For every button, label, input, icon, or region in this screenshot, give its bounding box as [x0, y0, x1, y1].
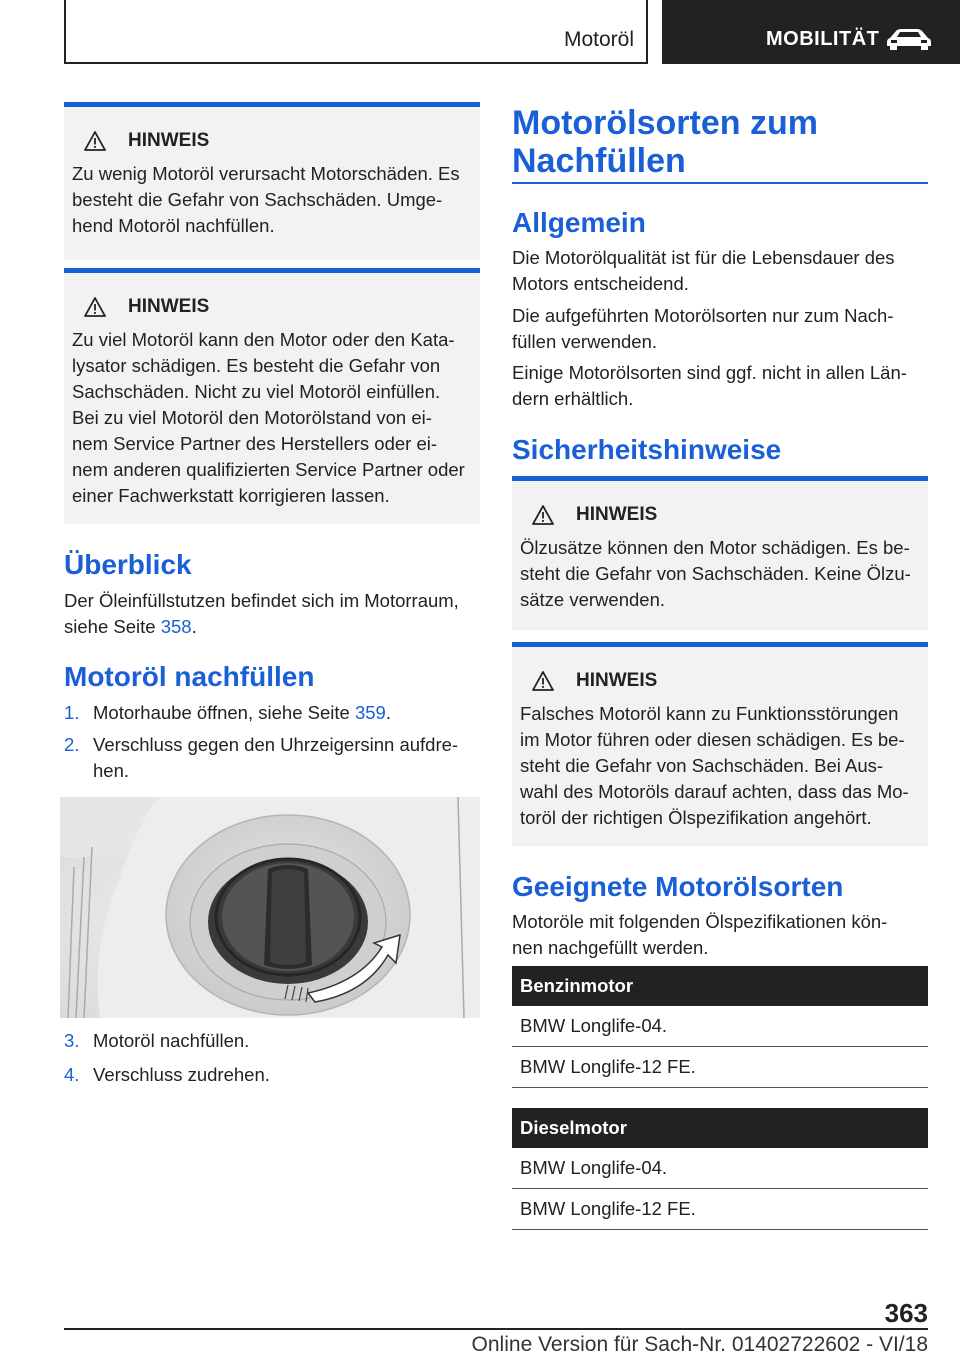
car-icon — [886, 28, 932, 50]
table-header: Dieselmotor — [512, 1108, 928, 1148]
warning-icon — [84, 131, 106, 151]
notice-title: HINWEIS — [576, 504, 658, 525]
step-text: Motoröl nachfüllen. — [93, 1030, 250, 1051]
footer-version-text: Online Version für Sach-Nr. 01402722602 - VI/18 — [471, 1333, 928, 1356]
notice-body: Ölzusätze können den Motor schädigen. Es be- steht die Gefahr von Sachschäden. Keine Ölzu- sätze verwenden. — [520, 537, 911, 610]
warning-icon — [532, 671, 554, 691]
notice-additives — [512, 476, 928, 630]
footer-rule — [64, 1328, 928, 1330]
page-number: 363 — [884, 1298, 928, 1328]
general-paragraph-3: Einige Motorölsorten sind ggf. nicht in allen Län- dern erhältlich. — [512, 362, 907, 409]
warning-icon — [532, 505, 554, 525]
section-title: Motoröl — [563, 28, 634, 51]
notice-title: HINWEIS — [128, 130, 210, 151]
chapter-title: MOBILITÄT — [766, 28, 880, 50]
step-number: 1. — [64, 702, 80, 723]
heading-overview: Überblick — [64, 549, 192, 580]
notice-title: HINWEIS — [128, 296, 210, 317]
table-row: BMW Longlife-04. — [512, 1148, 928, 1189]
step-text: Verschluss gegen den Uhrzeigersinn aufdre- hen. — [93, 734, 459, 781]
table-row: BMW Longlife-12 FE. — [512, 1047, 928, 1088]
table-row: BMW Longlife-04. — [512, 1006, 928, 1047]
warning-icon — [84, 297, 106, 317]
general-paragraph-1: Die Motorölqualität ist für die Lebensdauer des Motors entscheidend. — [512, 247, 895, 294]
header-chapter-tab — [662, 0, 960, 64]
overview-text: Der Öleinfüllstutzen befindet sich im Motorraum, siehe Seite 358. — [64, 590, 459, 637]
table-diesel-engine — [512, 1108, 928, 1230]
heading-suitable-oils: Geeignete Motorölsorten — [512, 871, 844, 902]
notice-too-much-oil — [64, 268, 480, 524]
title-rule — [512, 182, 928, 184]
notice-body: Zu viel Motoröl kann den Motor oder den Kata- lysator schädigen. Es besteht die Gefahr von Sachschäden. Nicht zu viel Motoröl einfüllen. Bei zu viel Motoröl den Motorölstand von ei- nem Service Partner des Herstellers oder ei- nem anderen qualifizierten Service Partner oder einer Fachwerkstatt korrigieren lassen. — [72, 329, 465, 506]
notice-wrong-oil — [512, 642, 928, 846]
table-header: Benzinmotor — [512, 966, 928, 1006]
table-petrol-engine — [512, 966, 928, 1088]
notice-body: Zu wenig Motoröl verursacht Motorschäden. Es besteht die Gefahr von Sachschäden. Umge- hend Motoröl nachfüllen. — [72, 163, 460, 236]
heading-safety: Sicherheitshinweise — [512, 434, 782, 465]
header-section-tab — [64, 0, 648, 64]
step-text: Verschluss zudrehen. — [93, 1064, 270, 1085]
heading-refill: Motoröl nachfüllen — [64, 661, 315, 692]
heading-general: Allgemein — [512, 207, 646, 238]
page-title: Motorölsorten zum Nachfüllen — [512, 104, 818, 180]
suitable-oils-text: Motoröle mit folgenden Ölspezifikationen kön- nen nachgefüllt werden. — [512, 911, 888, 958]
oil-filler-cap-illustration — [60, 797, 480, 1018]
step-number: 3. — [64, 1030, 80, 1051]
page-link-358[interactable]: 358 — [160, 616, 192, 637]
notice-body: Falsches Motoröl kann zu Funktionsstörungen im Motor führen oder diesen schädigen. Es be- steht die Gefahr von Sachschäden. Bei Aus- wahl des Motoröls darauf achten, dass das Mo- toröl der richtigen Ölspezifikation angehört. — [520, 703, 909, 828]
general-paragraph-2: Die aufgeführten Motorölsorten nur zum Nach- füllen verwenden. — [512, 305, 894, 352]
page-link-359[interactable]: 359 — [354, 702, 386, 723]
step-number: 2. — [64, 734, 80, 755]
table-row: BMW Longlife-12 FE. — [512, 1189, 928, 1230]
step-number: 4. — [64, 1064, 80, 1085]
notice-too-little-oil — [64, 102, 480, 260]
notice-title: HINWEIS — [576, 670, 658, 691]
